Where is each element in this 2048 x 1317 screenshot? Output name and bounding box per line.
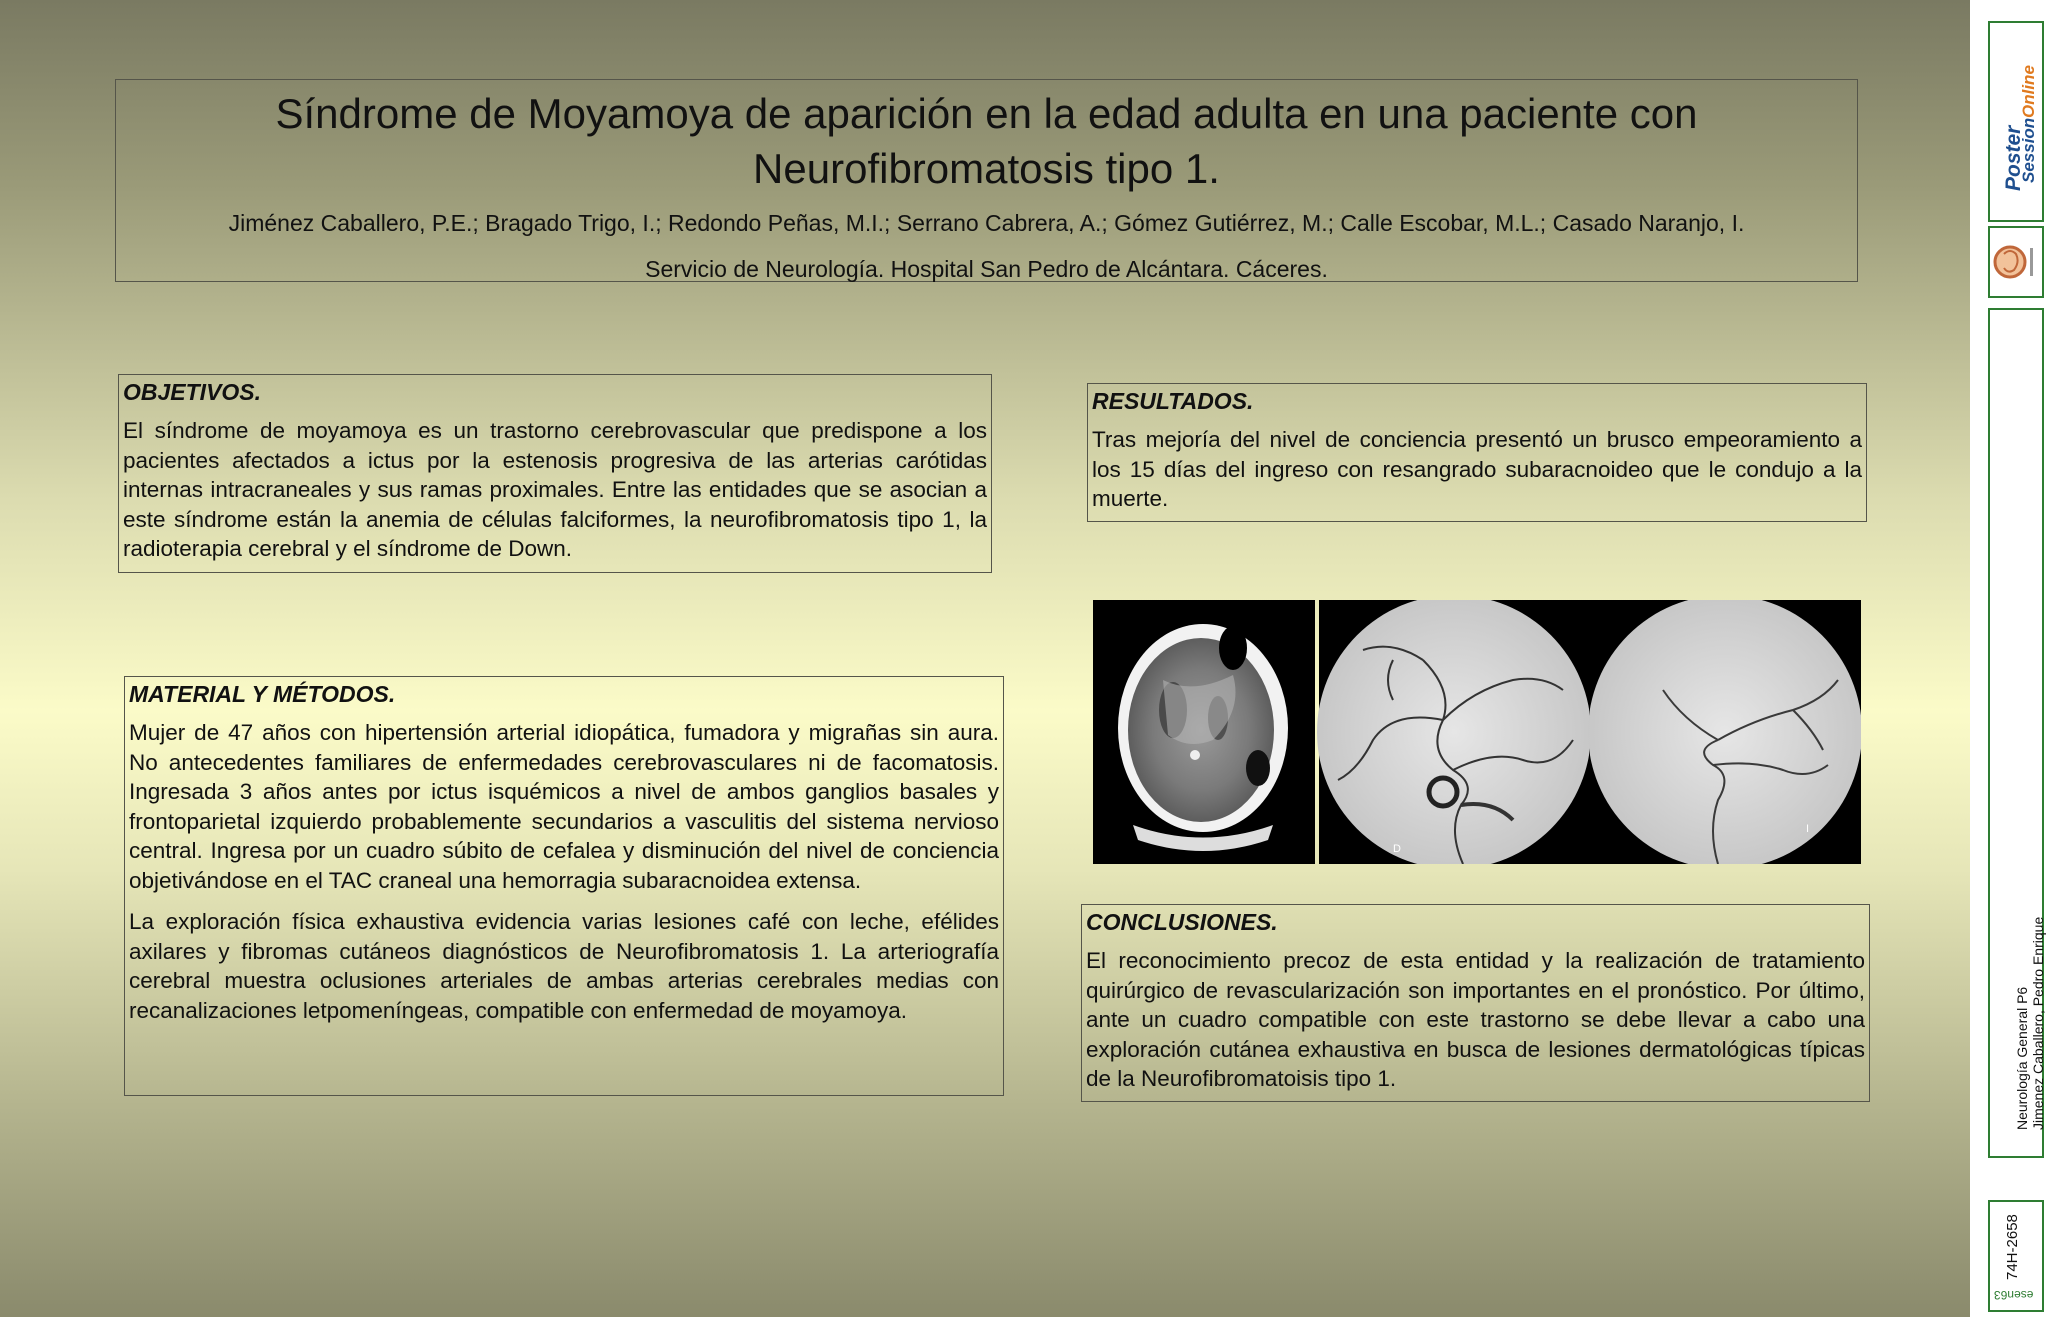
material-text: [125, 718, 1003, 1025]
sidebar: [1970, 0, 2048, 1317]
angio-right-label: I: [1806, 823, 1810, 835]
poster-id-box: [1988, 1200, 2044, 1312]
poster-title: Síndrome de Moyamoya de aparición en la edad adulta en una paciente con Neurofibromatosis tipo 1.: [275, 90, 1698, 192]
imaging-figure: [1093, 600, 1861, 864]
conclusiones-text: [1082, 946, 1869, 1094]
material-section: [124, 676, 1004, 1096]
resultados-paragraph: Tras mejoría del nivel de conciencia presentó un brusco empeoramiento a los 15 días del ingreso con resangrado subaracnoideo que le condujo a la muerte.: [1092, 427, 1862, 511]
society-logo-icon: [1990, 228, 2042, 296]
poster-session-logo-box: [1988, 21, 2044, 222]
angio-left-disc: [1317, 600, 1591, 864]
title-box: [115, 79, 1858, 282]
ct-sinus: [1219, 626, 1247, 670]
poster-footer: esen63: [1994, 1288, 2034, 1302]
logo-text-online: Online: [2019, 65, 2038, 118]
objetivos-text: [119, 416, 991, 564]
angio-left-label: D: [1393, 843, 1401, 855]
logo-text-poster: Poster: [2002, 125, 2025, 191]
resultados-section: [1087, 383, 1867, 522]
resultados-heading: RESULTADOS.: [1092, 388, 1254, 414]
poster-session-logo: [1990, 23, 2042, 220]
objetivos-paragraph: El síndrome de moyamoya es un trastorno cerebrovascular que predispone a los pacientes afectados a ictus por la estenosis progresiva de las arterias carótidas internas intracraneales y sus ramas proximales. Entre las entidades que se asocian a este síndrome están la anemia de células falciformes, la neurofibromatosis tipo 1, la radioterapia cerebral y el síndrome de Down.: [123, 418, 987, 561]
society-logo-box: [1988, 226, 2044, 298]
material-paragraph-2: La exploración física exhaustiva evidencia varias lesiones café con leche, efélides axilares y fibromas cutáneos diagnósticos de Neurofibromatosis 1. La arteriografía cerebral muestra oclusiones arteriales de ambas arterias cerebrales medias con recanalizaciones letpomeníngeas, compatible con enfermedad de moyamoya.: [129, 909, 999, 1023]
material-heading: MATERIAL Y MÉTODOS.: [129, 681, 396, 707]
objetivos-section: [118, 374, 992, 573]
poster-info-box: [1988, 308, 2044, 1158]
poster-authors: Jiménez Caballero, P.E.; Bragado Trigo, I.; Redondo Peñas, M.I.; Serrano Cabrera, A.; Gómez Gutiérrez, M.; Calle Escobar, M.L.; Casado Naranjo, I.: [228, 210, 1745, 236]
poster-category: Neurología General P6: [2014, 986, 2030, 1130]
objetivos-heading: OBJETIVOS.: [123, 379, 262, 405]
angio-right-disc: [1588, 600, 1861, 864]
logo-text-session: Session: [2019, 117, 2038, 183]
resultados-text: [1088, 425, 1866, 514]
conclusiones-heading: CONCLUSIONES.: [1086, 909, 1278, 935]
conclusiones-paragraph: El reconocimiento precoz de esta entidad y la realización de tratamiento quirúrgico de revascularización son importantes en el pronóstico. Por último, ante un cuadro compatible con este trastorno se debe llevar a cabo una exploración cutánea exhaustiva en busca de lesiones dermatológicas típicas de la Neurofibromatoisis tipo 1.: [1086, 948, 1865, 1091]
conclusiones-section: [1081, 904, 1870, 1102]
material-paragraph-1: Mujer de 47 años con hipertensión arterial idiopática, fumadora y migrañas sin aura. No antecedentes familiares de enfermedades cerebrovasculares ni de facomatosis. Ingresada 3 años antes por ictus isquémicos a nivel de ambos ganglios basales y frontoparietal izquierdo probablemente secundarios a vasculitis del sistema nervioso central. Ingresa por un cuadro súbito de cefalea y disminución del nivel de conciencia objetivándose en el TAC craneal una hemorragia subaracnoidea extensa.: [129, 720, 999, 893]
poster-author: Jimenez Caballero, Pedro Enrique: [2030, 916, 2046, 1130]
imaging-svg: [1093, 600, 1861, 864]
poster-id: 74H-2658: [2004, 1214, 2021, 1280]
ct-calcification: [1190, 750, 1200, 760]
poster-affiliation: Servicio de Neurología. Hospital San Pedro de Alcántara. Cáceres.: [645, 256, 1328, 282]
ct-mastoid: [1246, 750, 1270, 786]
